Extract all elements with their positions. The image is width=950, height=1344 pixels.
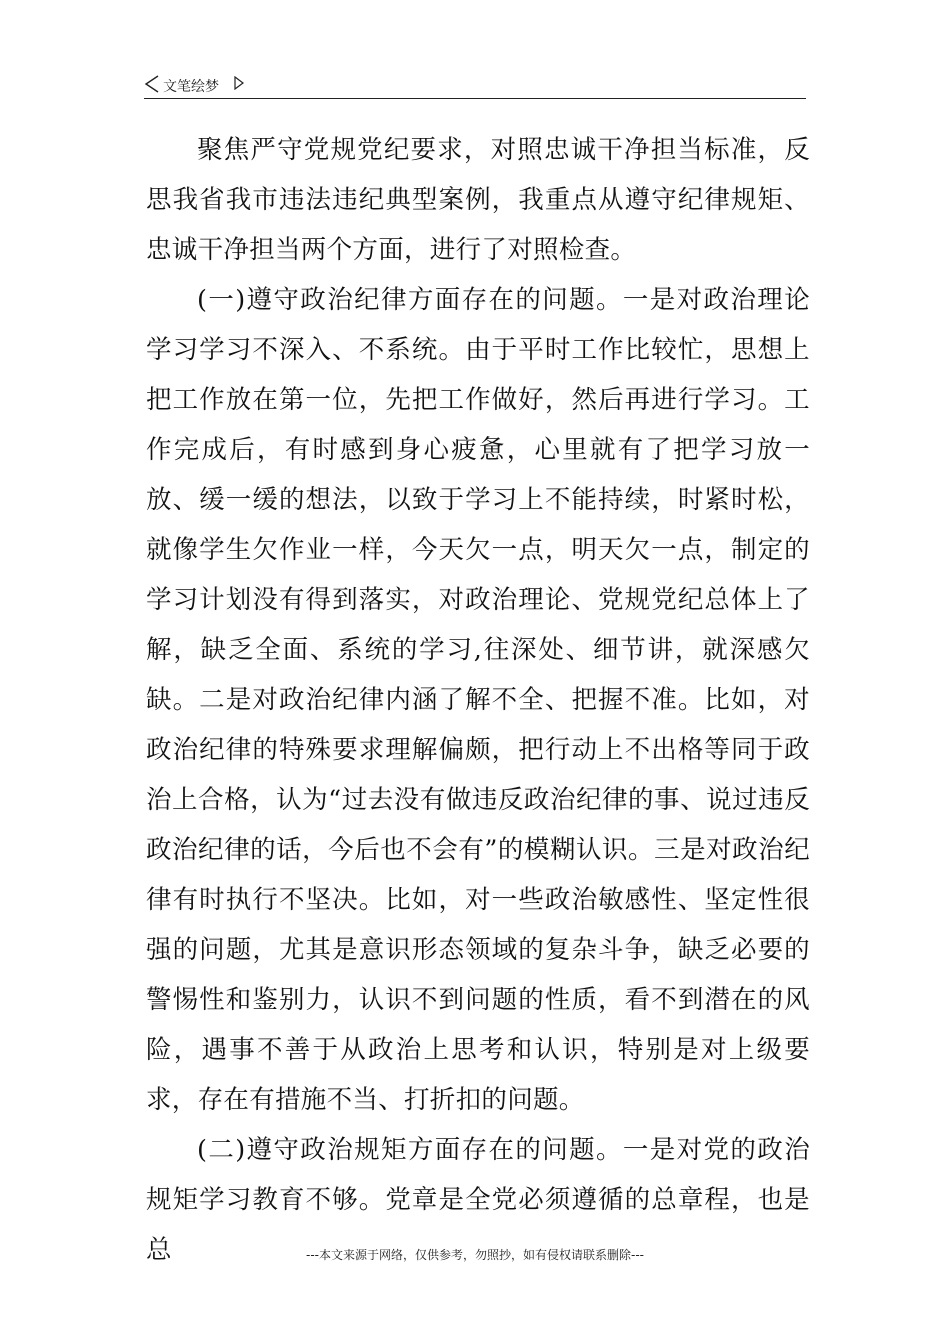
footer-notice: ---本文来源于网络，仅供参考，勿照抄，如有侵权请联系删除--- [306,1248,644,1262]
paragraph-political-rules: (二)遵守政治规矩方面存在的问题。一是对党的政治规矩学习教育不够。党章是全党必须遵循的总章程，也是总 [146,1135,810,1265]
triangle-left-icon [144,74,160,94]
paragraph-intro: 聚焦严守党规党纪要求，对照忠诚干净担当标准，反思我省我市违法违纪典型案例，我重点从遵守纪律规矩、忠诚干净担当两个方面，进行了对照检查。 [146,135,810,265]
header-brand: 文笔绘梦 [163,79,219,95]
page-header [144,72,806,99]
paragraph-political-discipline: (一)遵守政治纪律方面存在的问题。一是对政治理论学习学习不深入、不系统。由于平时工作比较忙，思想上把工作放在第一位，先把工作做好，然后再进行学习。工作完成后，有时感到身心疲惫，心里就有了把学习放一放、缓一缓的想法，以致于学习上不能持续，时紧时松，就像学生欠作业一样，今天欠一点，明天欠一点，制定的学习计划没有得到落实，对政治理论、党规党纪总体上了解，缺乏全面、系统的学习,往深处、细节讲，就深感欠缺。二是对政治纪律内涵了解不全、把握不准。比如，对政治纪律的特殊要求理解偏颇，把行动上不出格等同于政治上合格，认为“过去没有做违反政治纪律的事、说过违反政治纪律的话，今后也不会有”的模糊认识。三是对政治纪律有时执行不坚决。比如，对一些政治敏感性、坚定性很强的问题，尤其是意识形态领域的复杂斗争，缺乏必要的警惕性和鉴别力，认识不到问题的性质，看不到潜在的风险，遇事不善于从政治上思考和认识，特别是对上级要求，存在有措施不当、打折扣的问题。 [146,285,810,1115]
document-body [146,125,810,1275]
triangle-right-icon [234,76,244,90]
